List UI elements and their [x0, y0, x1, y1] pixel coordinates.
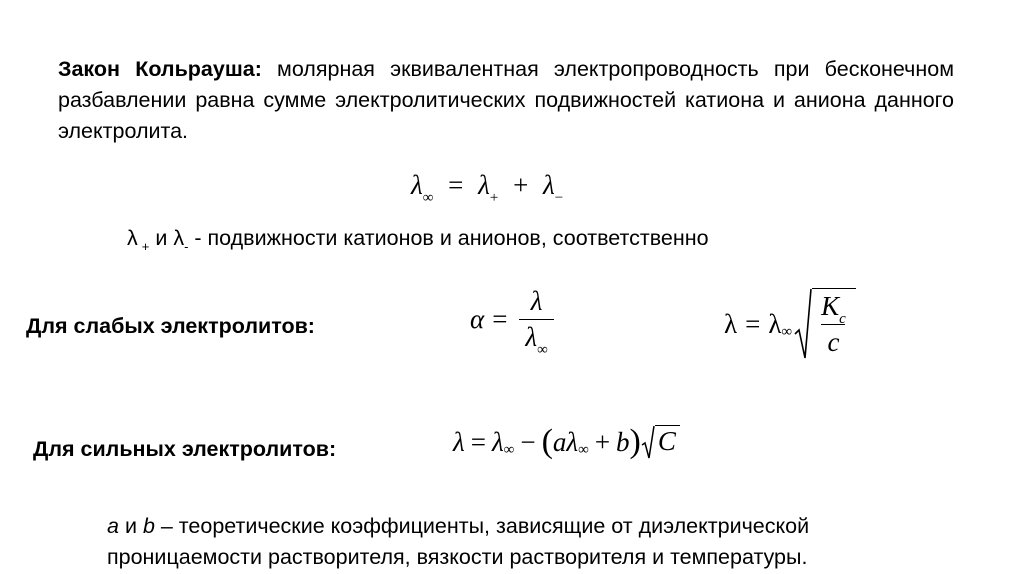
- radical-sign-icon-2: [641, 425, 655, 459]
- and-word: и: [149, 226, 174, 250]
- lambda-inf: λ: [411, 170, 423, 200]
- lambda-plus-symbol: λ: [127, 226, 138, 250]
- coef-a-note: a: [107, 514, 119, 538]
- alpha-fraction: [519, 286, 553, 358]
- coef-note-text: – теоретические коэффициенты, зависящие от диэлектрической проницаемости растворителя, вязкости растворителя и температуры.: [107, 514, 810, 569]
- coef-b: b: [616, 426, 630, 457]
- plus-subscript: +: [489, 190, 499, 206]
- strong-c: C: [655, 425, 680, 459]
- mobility-note-text: - подвижности катионов и анионов, соответственно: [188, 226, 709, 250]
- debye-onsager-formula: [453, 425, 680, 459]
- alpha-equals: =: [492, 304, 508, 334]
- kohlrausch-formula: [411, 170, 564, 206]
- coef-and: и: [118, 514, 143, 538]
- lambda-minus-symbol: λ: [173, 226, 185, 250]
- coef-b-note: b: [142, 514, 155, 538]
- alpha-denominator: λ: [525, 322, 538, 352]
- strong-lambda-2: λ: [566, 426, 579, 457]
- strong-sqrt: [641, 425, 680, 459]
- ostwald-fraction: [815, 293, 852, 356]
- minus-subscript-note: -: [184, 239, 189, 254]
- strong-inf-sub: ∞: [503, 441, 515, 458]
- equals-sign: =: [448, 170, 464, 200]
- law-text: молярная эквивалентная электропроводность при бесконечном разбавлении равна сумме электролитических подвижностей катиона и аниона данного электролита.: [58, 57, 954, 143]
- plus-sign: +: [513, 170, 529, 200]
- strong-electrolytes-label: Для сильных электролитов:: [33, 437, 337, 461]
- ostwald-k-sub: c: [839, 311, 846, 327]
- minus-subscript: −: [554, 190, 564, 206]
- ostwald-formula: [724, 288, 856, 360]
- ostwald-lambda-inf: λ: [768, 308, 782, 339]
- weak-electrolytes-label: Для слабых электролитов:: [26, 314, 315, 338]
- alpha-denominator-sub: ∞: [537, 342, 548, 358]
- left-paren: (: [541, 423, 553, 460]
- strong-lambda-inf: λ: [491, 426, 504, 457]
- alpha-symbol: α: [470, 304, 485, 334]
- strong-inf-sub-2: ∞: [578, 441, 589, 458]
- plus-subscript-note: +: [141, 239, 150, 254]
- lambda-plus: λ: [478, 170, 490, 200]
- ostwald-k: K: [821, 291, 840, 321]
- coefficients-note: [107, 511, 897, 573]
- law-paragraph: [58, 54, 954, 147]
- ostwald-equals: =: [745, 308, 761, 339]
- ostwald-lambda: λ: [724, 308, 738, 339]
- strong-minus: −: [520, 426, 536, 457]
- right-paren: ): [629, 423, 641, 460]
- ostwald-sqrt: [794, 288, 856, 360]
- radical-sign-icon: [794, 288, 812, 360]
- law-title: Закон Кольрауша:: [58, 57, 262, 81]
- inf-subscript: ∞: [422, 190, 434, 206]
- strong-equals: =: [470, 426, 486, 457]
- alpha-numerator: λ: [530, 286, 543, 316]
- mobility-note: [127, 223, 709, 256]
- strong-lambda: λ: [453, 426, 465, 457]
- lambda-minus: λ: [543, 170, 555, 200]
- strong-plus: +: [594, 426, 611, 457]
- alpha-formula: [470, 286, 558, 358]
- ostwald-inf-sub: ∞: [781, 323, 793, 340]
- ostwald-c: c: [821, 324, 845, 356]
- coef-a: a: [552, 426, 567, 457]
